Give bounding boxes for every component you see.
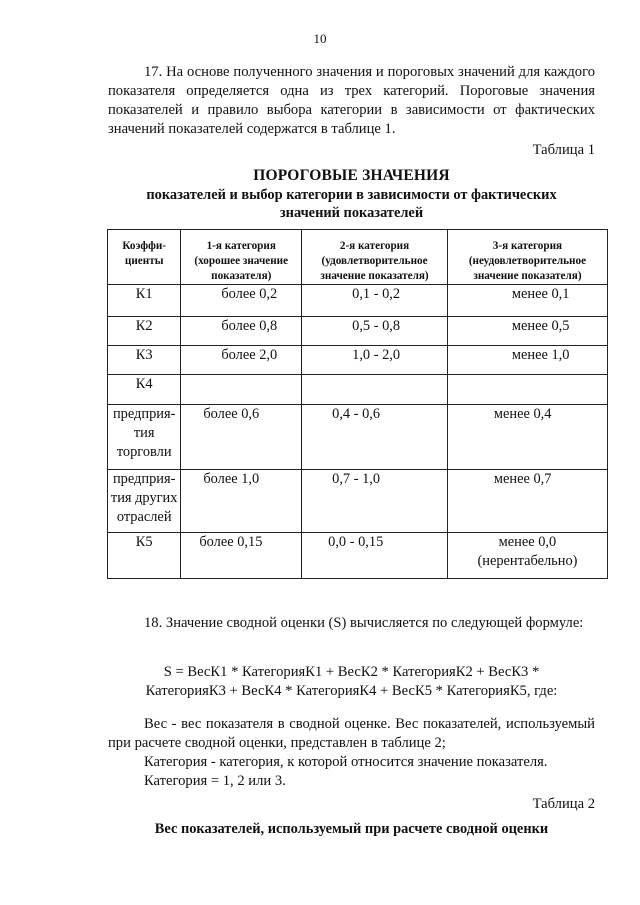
cell-category-1 <box>181 375 302 405</box>
table-header-row <box>108 230 608 285</box>
definition-category-values: Категория = 1, 2 или 3. <box>144 772 286 789</box>
paragraph-17-text: 17. На основе полученного значения и пороговых значений для каждого показателя определяется одна из трех категорий. Пороговые значения показателей и правило выбора категории в зависимости от фактических значений показателей содержатся в таблице 1. <box>108 64 595 137</box>
row-name: предприя- тия других отраслей <box>108 470 181 533</box>
table2-title: Вес показателей, используемый при расчете сводной оценки <box>154 821 549 837</box>
paragraph-18-text: 18. Значение сводной оценки (S) вычисляется по следующей формуле: <box>144 615 584 631</box>
table-row <box>108 470 608 533</box>
cell-category-2: 0,4 - 0,6 <box>302 405 448 470</box>
row-name: предприя- тия торговли <box>108 405 181 470</box>
cell-category-3: менее 0,4 <box>447 405 607 470</box>
header-category-1: 1-я категория (хорошее значение показателя) <box>181 230 302 285</box>
cell-category-1: более 2,0 <box>181 346 302 375</box>
page-number: 10 <box>313 31 327 46</box>
cell-category-3: менее 0,1 <box>447 285 607 317</box>
table1-subtitle-line1: показателей и выбор категории в зависимости от фактических <box>146 187 557 204</box>
table2-label: Таблица 2 <box>532 795 595 812</box>
table-row <box>108 375 608 405</box>
header-category-3: 3-я категория (неудовлетворительное значение показателя) <box>447 230 607 285</box>
cell-category-2 <box>302 375 448 405</box>
cell-category-1: более 0,6 <box>181 405 302 470</box>
formula <box>108 663 595 701</box>
table-row <box>108 346 608 375</box>
row-name: К3 <box>108 346 181 375</box>
header-category-2: 2-я категория (удовлетворительное значение показателя) <box>302 230 448 285</box>
cell-category-3: менее 0,0 (нерентабельно) <box>447 533 607 579</box>
definition-category: Категория - категория, к которой относится значение показателя. <box>144 753 548 770</box>
row-name: К5 <box>108 533 181 579</box>
cell-category-3 <box>447 375 607 405</box>
cell-category-2: 0,5 - 0,8 <box>302 317 448 346</box>
paragraph-18 <box>108 614 595 633</box>
threshold-table <box>107 229 608 579</box>
definition-weight: Вес - вес показателя в сводной оценке. Вес показателей, используемый при расчете сводной оценки, представлен в таблице 2; <box>108 716 595 751</box>
table-row <box>108 285 608 317</box>
header-coefficients: Коэффи- циенты <box>108 230 181 285</box>
cell-category-1: более 1,0 <box>181 470 302 533</box>
table1-label: Таблица 1 <box>532 141 595 158</box>
table-row <box>108 533 608 579</box>
table-row <box>108 405 608 470</box>
table1-title: ПОРОГОВЫЕ ЗНАЧЕНИЯ <box>253 167 450 184</box>
cell-category-1: более 0,8 <box>181 317 302 346</box>
cell-category-1: более 0,2 <box>181 285 302 317</box>
cell-category-2: 0,7 - 1,0 <box>302 470 448 533</box>
cell-category-2: 1,0 - 2,0 <box>302 346 448 375</box>
cell-category-3: менее 0,5 <box>447 317 607 346</box>
table-row <box>108 317 608 346</box>
cell-category-3: менее 0,7 <box>447 470 607 533</box>
cell-category-3: менее 1,0 <box>447 346 607 375</box>
cell-category-2: 0,0 - 0,15 <box>302 533 448 579</box>
row-name: К4 <box>108 375 181 405</box>
table1-subtitle-line2: значений показателей <box>279 205 424 222</box>
cell-category-2: 0,1 - 0,2 <box>302 285 448 317</box>
table1-heading <box>108 166 595 222</box>
paragraph-17 <box>108 63 595 160</box>
definitions <box>108 715 595 814</box>
formula-line-2: КатегорияК3 + ВесК4 * КатегорияК4 + ВесК5 * КатегорияК5, где: <box>145 682 558 699</box>
row-name: К2 <box>108 317 181 346</box>
table2-heading <box>108 820 595 838</box>
formula-line-1: S = ВесК1 * КатегорияК1 + ВесК2 * КатегорияК2 + ВесК3 * <box>163 664 540 680</box>
cell-category-1: более 0,15 <box>181 533 302 579</box>
row-name: К1 <box>108 285 181 317</box>
